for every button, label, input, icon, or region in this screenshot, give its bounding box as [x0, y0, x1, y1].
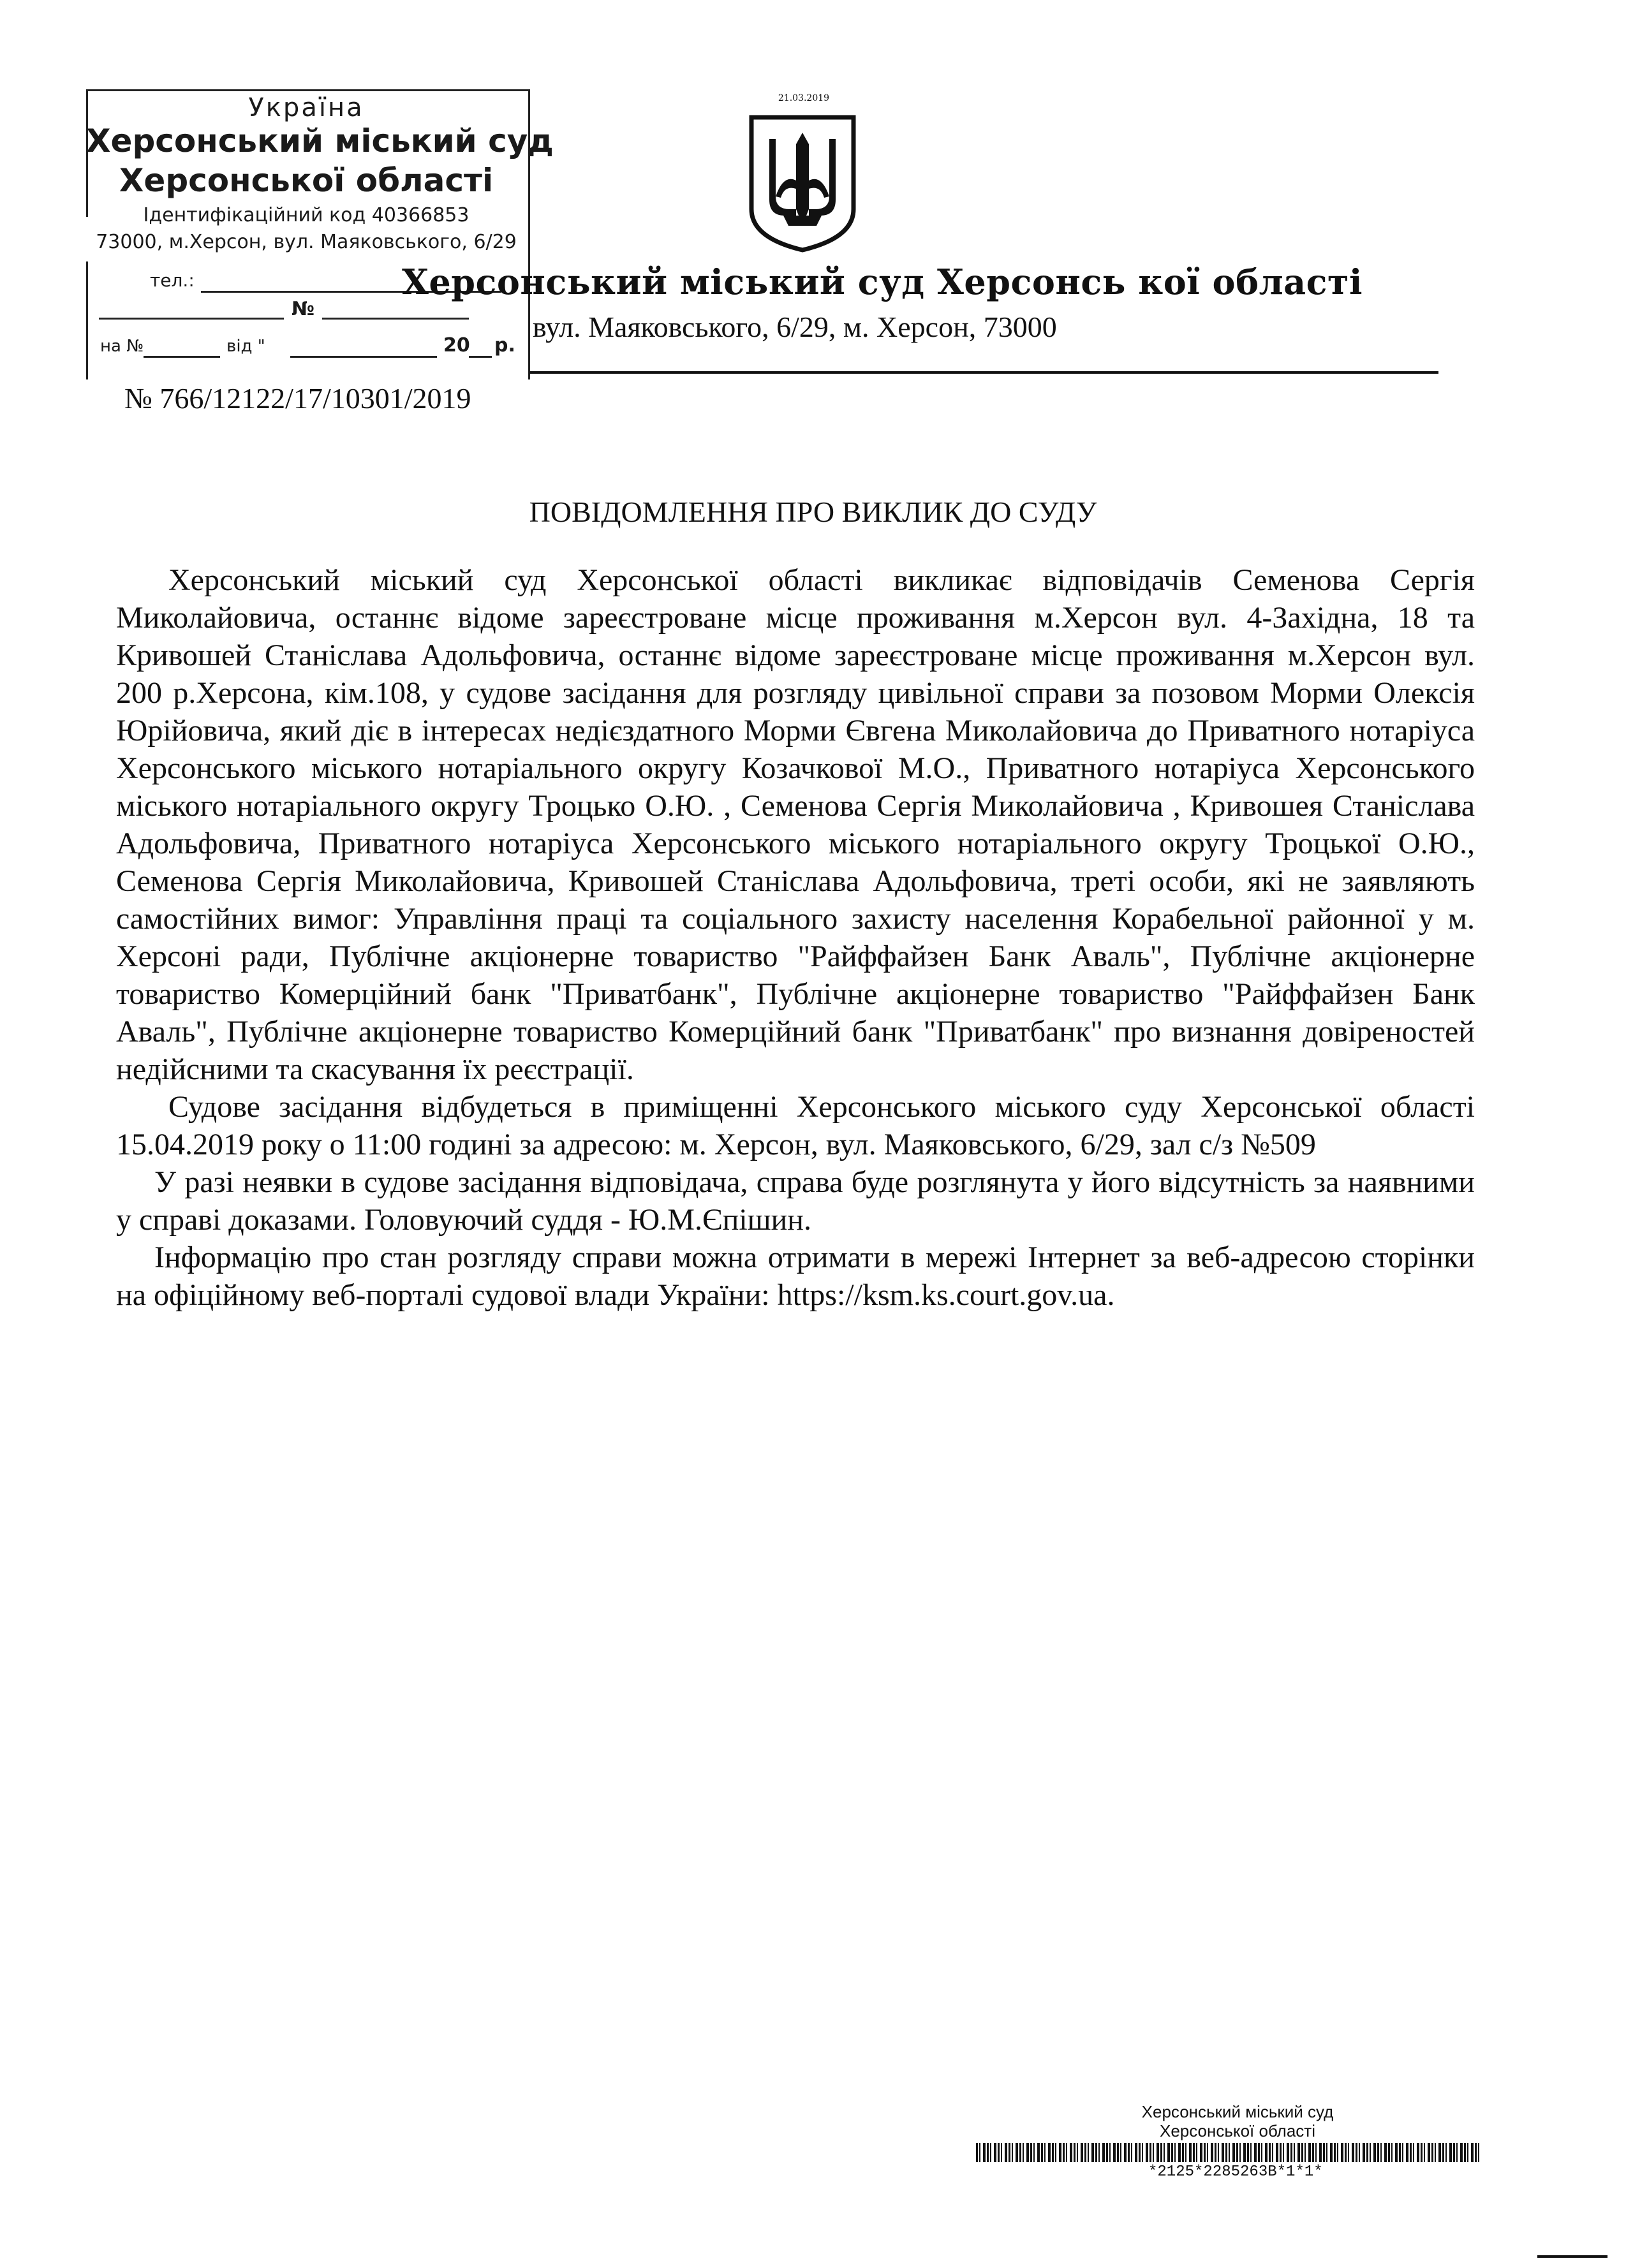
court-title: Херсонський міський суд Херсонсь кої області	[402, 261, 1363, 302]
case-number: № 766/12122/17/10301/2019	[124, 382, 471, 415]
stamp-year-suffix: р.	[494, 334, 515, 357]
document-title: ПОВІДОМЛЕННЯ ПРО ВИКЛИК ДО СУДУ	[529, 496, 1097, 528]
stamp-number-rule	[322, 318, 469, 320]
stamp-id-code: Ідентифікаційний код 40366853	[143, 204, 469, 226]
stamp-address: 73000, м.Херсон, вул. Маяковського, 6/29	[96, 231, 517, 253]
barcode-block	[976, 2102, 1486, 2181]
hearing-paragraph: Судове засідання відбудеться в приміщенні Херсонського міського суду Херсонської області 15.04.2019 року о 11:00 годині за адресою: м. Херсон, вул. Маяковського, 6/29, зал с/з №509	[116, 1090, 1475, 1161]
trident-coat-of-arms-icon	[745, 114, 860, 254]
barcode-court-name: Херсонський міський суд	[1141, 2102, 1334, 2121]
summons-paragraph: Херсонський міський суд Херсонської області викликає відповідачів Семенова Сергія Миколайовича, останнє відоме зареєстроване місце проживання м.Херсон вул. 4-Західна, 18 та Кривошей Станіслава Адольфовича, останнє відоме зареєстроване місце проживання м.Херсон вул. 200 р.Херсона, кім.108, у судове засідання для розгляду цивільної справи за позовом Морми Олексія Юрійовича, який діє в інтересах недієздатного Морми Євгена Миколайовича до Приватного нотаріуса Херсонського міського нотаріального округу Козачкової М.О., Приватного нотаріуса Херсонського міського нотаріального округу Троцько О.Ю. , Семенова Сергія Миколайовича , Кривошея Станіслава Адольфовича, Приватного нотаріуса Херсонського міського нотаріального округу Троцької О.Ю., Семенова Сергія Миколайовича, Кривошей Станіслава Адольфовича, треті особи, які не заявляють самостійних вимог: Управління праці та соціального захисту населення Корабельної районної у м. Херсоні ради, Публічне акціонерне товариство "Райффайзен Банк Аваль", Публічне акціонерне товариство Комерційний банк "Приватбанк", Публічне акціонерне товариство "Райффайзен Банк Аваль", Публічне акціонерне товариство Комерційний банк "Приватбанк" про визнання довіреностей недійсними та скасування їх реєстрації.	[116, 563, 1475, 1086]
stamp-rule-left	[99, 318, 284, 320]
barcode-court-region: Херсонської області	[1160, 2121, 1315, 2140]
document-body	[116, 561, 1475, 1314]
stamp-court-region: Херсонської області	[119, 162, 494, 199]
stamp-tel-label: тел.:	[150, 270, 195, 291]
court-address: вул. Маяковського, 6/29, м. Херсон, 73000	[533, 311, 1057, 343]
stamp-court-name: Херсонський міський суд	[86, 122, 554, 159]
page-corner-mark	[1537, 2255, 1608, 2258]
stamp-year-label: 20	[443, 334, 470, 357]
stamp-in-reply-label: на №	[100, 337, 144, 356]
barcode-bars	[976, 2143, 1480, 2162]
stamp-date-rule	[290, 356, 437, 358]
stamp-reply-rule	[144, 356, 220, 358]
absence-paragraph: У разі неявки в судове засідання відповідача, справа буде розглянута у його відсутність за наявними у справі доказами. Головуючий суддя - Ю.М.Єпішин.	[116, 1165, 1475, 1237]
stamp-date-label: від "	[226, 337, 265, 356]
registration-stamp	[86, 89, 554, 379]
emblem-date: 21.03.2019	[778, 93, 830, 103]
stamp-country: Україна	[248, 93, 364, 122]
stamp-year-rule	[469, 356, 492, 358]
stamp-number-label: №	[292, 298, 315, 320]
info-paragraph: Інформацію про стан розгляду справи можна отримати в мережі Інтернет за веб-адресою сторінки на офіційному веб-порталі судової влади України: https://ksm.ks.court.gov.ua.	[116, 1241, 1475, 1312]
barcode-code: *2125*2285263В*1*1*	[1148, 2163, 1323, 2181]
header-divider	[529, 371, 1438, 374]
